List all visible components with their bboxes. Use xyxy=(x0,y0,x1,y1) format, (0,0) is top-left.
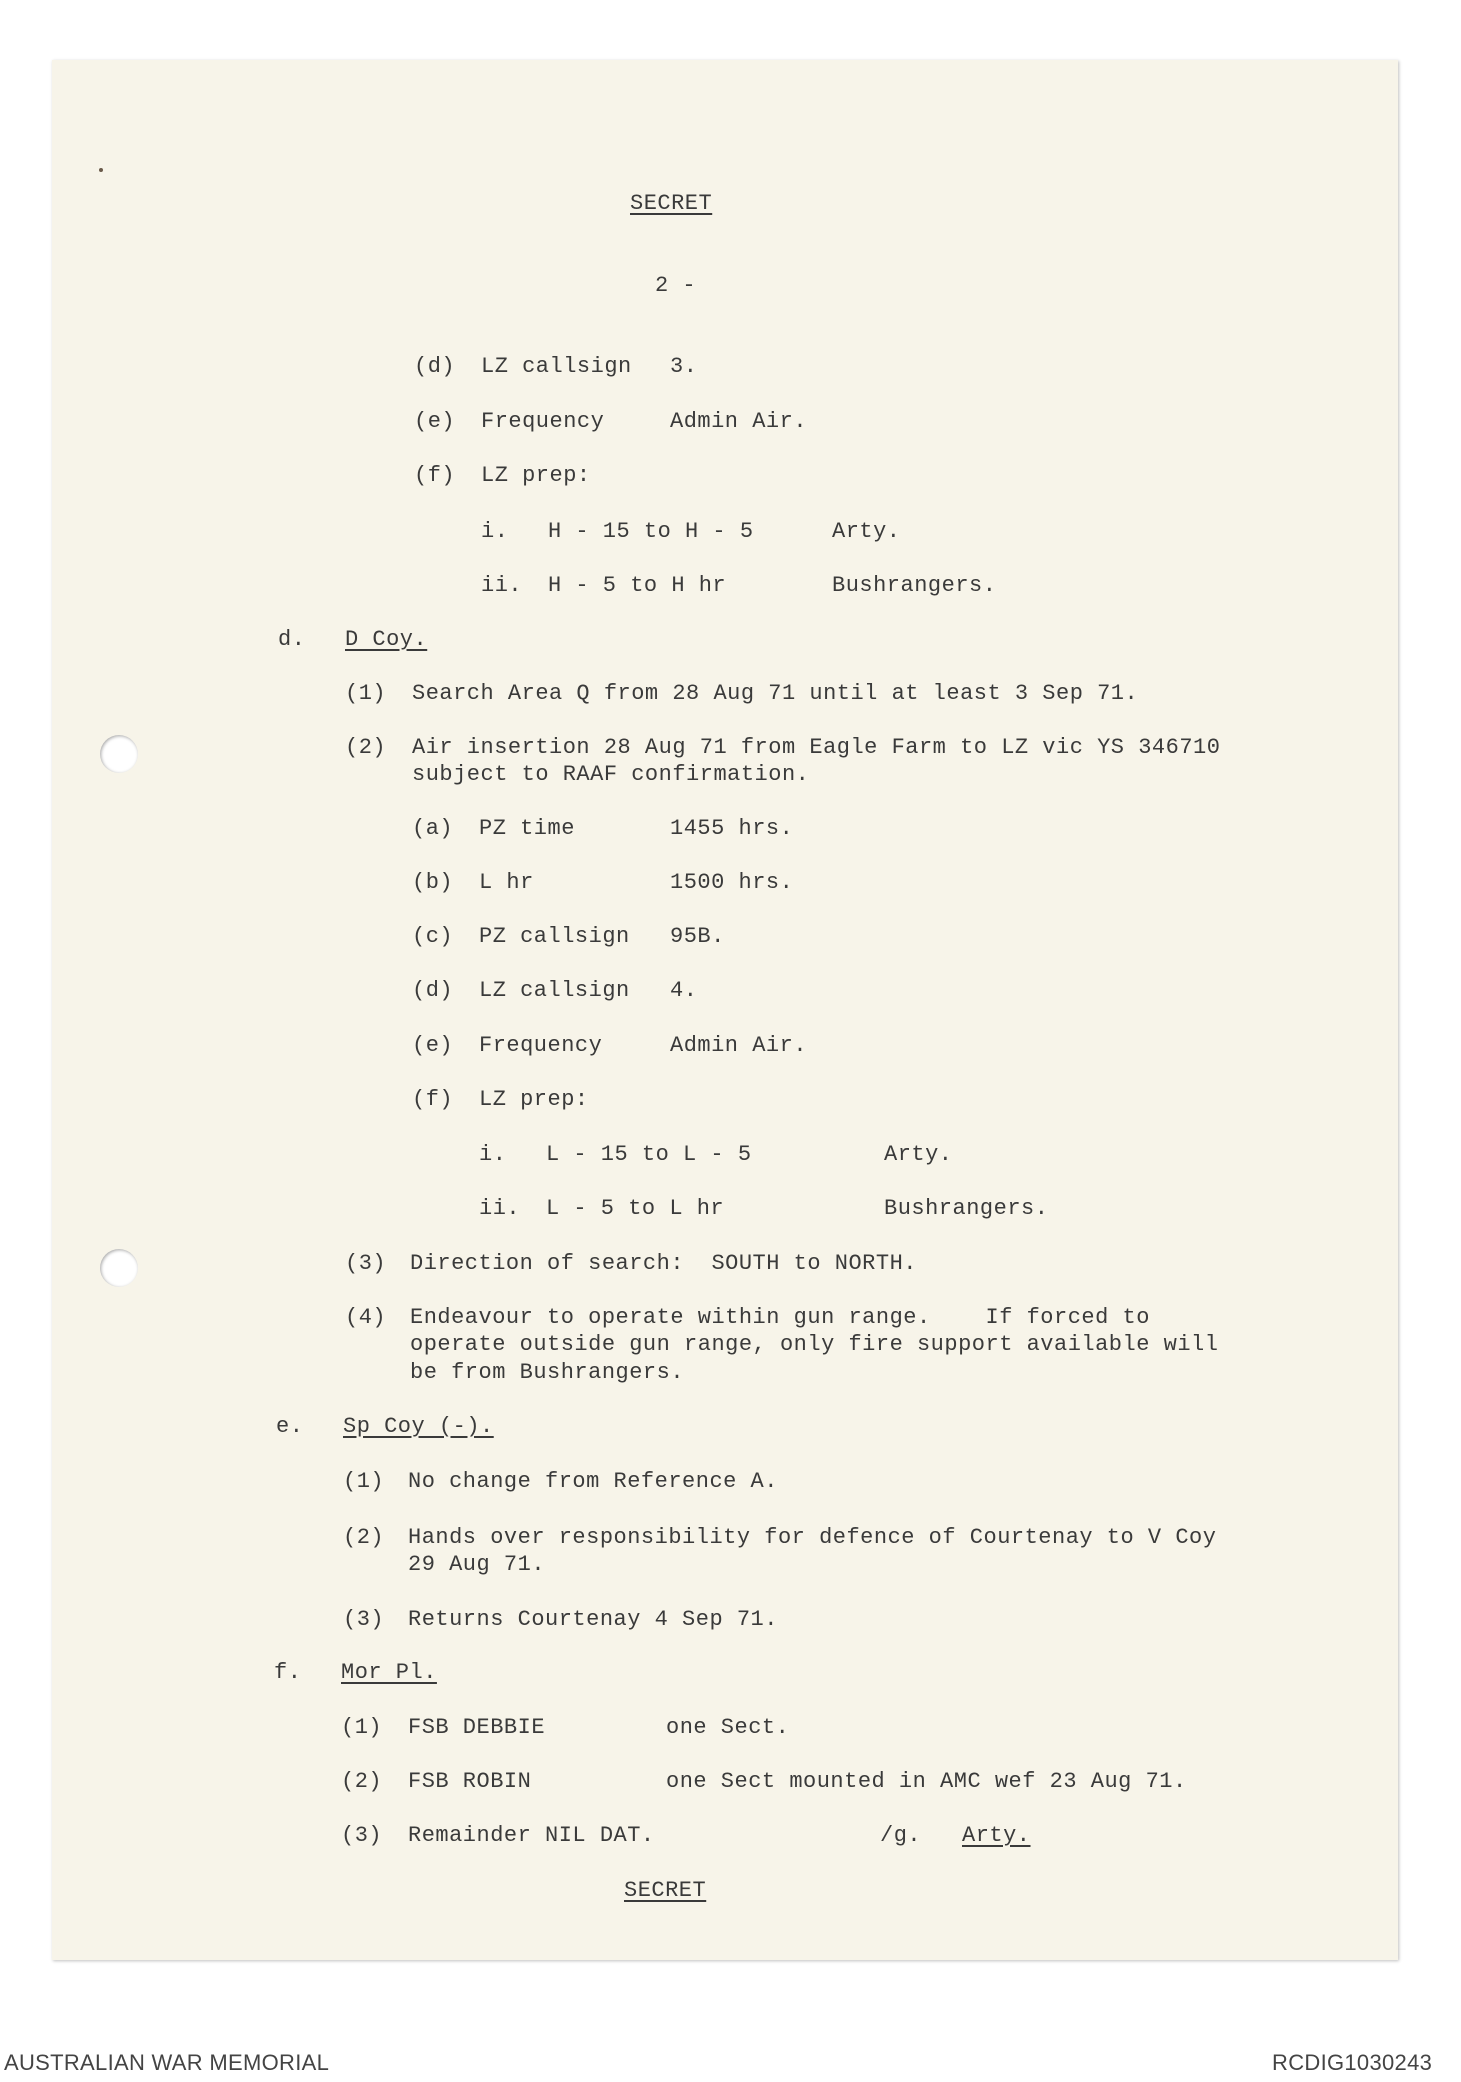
d-item-c-num: (c) xyxy=(412,924,454,949)
d-item-a-value: 1455 hrs. xyxy=(670,816,794,841)
d-p1-num: (1) xyxy=(345,681,387,706)
d-p3-num: (3) xyxy=(345,1251,387,1276)
d-p4-line3: be from Bushrangers. xyxy=(410,1360,685,1385)
d-prep-i-time: L - 15 to L - 5 xyxy=(546,1142,752,1167)
e-p3-text: Returns Courtenay 4 Sep 71. xyxy=(408,1607,778,1632)
d-item-d-label: LZ callsign xyxy=(479,978,630,1003)
f-p2-num: (2) xyxy=(341,1769,383,1794)
section-e-letter: e. xyxy=(276,1414,304,1439)
d-item-d-num: (d) xyxy=(412,978,454,1003)
d-p4-line2: operate outside gun range, only fire support available will xyxy=(410,1332,1219,1357)
section-d-title: D Coy. xyxy=(345,627,428,652)
c-item-f-num: (f) xyxy=(414,463,456,488)
d-item-c-label: PZ callsign xyxy=(479,924,630,949)
section-e-title: Sp Coy (-). xyxy=(343,1414,494,1439)
e-p2-line2: 29 Aug 71. xyxy=(408,1552,546,1577)
classification-header: SECRET xyxy=(630,191,713,216)
paper-speck xyxy=(99,168,103,172)
d-prep-ii-time: L - 5 to L hr xyxy=(546,1196,725,1221)
c-item-e-num: (e) xyxy=(414,409,456,434)
signature-name: Arty. xyxy=(962,1823,1031,1848)
d-p4-num: (4) xyxy=(345,1305,387,1330)
c-prep-i-time: H - 15 to H - 5 xyxy=(548,519,754,544)
d-prep-i-num: i. xyxy=(479,1142,507,1167)
archive-reference: RCDIG1030243 xyxy=(1272,2050,1433,2075)
d-item-b-value: 1500 hrs. xyxy=(670,870,794,895)
e-p2-num: (2) xyxy=(343,1525,385,1550)
f-p2-label: FSB ROBIN xyxy=(408,1769,532,1794)
c-prep-ii-by: Bushrangers. xyxy=(832,573,997,598)
e-p1-num: (1) xyxy=(343,1469,385,1494)
c-item-e-label: Frequency xyxy=(481,409,605,434)
d-p3-text: Direction of search: SOUTH to NORTH. xyxy=(410,1251,917,1276)
f-p1-num: (1) xyxy=(341,1715,383,1740)
d-item-f-label: LZ prep: xyxy=(479,1087,589,1112)
d-item-e-value: Admin Air. xyxy=(670,1033,808,1058)
d-item-e-label: Frequency xyxy=(479,1033,603,1058)
d-item-c-value: 95B. xyxy=(670,924,725,949)
section-f-letter: f. xyxy=(274,1660,302,1685)
section-d-letter: d. xyxy=(278,627,306,652)
section-f-title: Mor Pl. xyxy=(341,1660,437,1685)
c-item-d-value: 3. xyxy=(670,354,698,379)
punch-hole-top xyxy=(100,735,138,773)
d-item-a-num: (a) xyxy=(412,816,454,841)
c-prep-ii-num: ii. xyxy=(481,573,523,598)
d-item-b-num: (b) xyxy=(412,870,454,895)
d-prep-ii-by: Bushrangers. xyxy=(884,1196,1049,1221)
d-p4-line1: Endeavour to operate within gun range. If forced to xyxy=(410,1305,1150,1330)
c-prep-i-num: i. xyxy=(481,519,509,544)
c-item-d-label: LZ callsign xyxy=(481,354,632,379)
d-prep-ii-num: ii. xyxy=(479,1196,521,1221)
d-p1-text: Search Area Q from 28 Aug 71 until at least 3 Sep 71. xyxy=(412,681,1139,706)
d-prep-i-by: Arty. xyxy=(884,1142,953,1167)
d-p2-line2: subject to RAAF confirmation. xyxy=(412,762,810,787)
c-prep-ii-time: H - 5 to H hr xyxy=(548,573,727,598)
e-p3-num: (3) xyxy=(343,1607,385,1632)
f-p3-text: Remainder NIL DAT. xyxy=(408,1823,655,1848)
f-p2-value: one Sect mounted in AMC wef 23 Aug 71. xyxy=(666,1769,1187,1794)
classification-footer: SECRET xyxy=(624,1878,707,1903)
f-p3-num: (3) xyxy=(341,1823,383,1848)
c-prep-i-by: Arty. xyxy=(832,519,901,544)
signature-prefix: /g. xyxy=(880,1823,922,1848)
punch-hole-bottom xyxy=(100,1249,138,1287)
d-p2-line1: Air insertion 28 Aug 71 from Eagle Farm to LZ vic YS 346710 xyxy=(412,735,1221,760)
c-item-e-value: Admin Air. xyxy=(670,409,808,434)
f-p1-label: FSB DEBBIE xyxy=(408,1715,546,1740)
c-item-f-label: LZ prep: xyxy=(481,463,591,488)
c-item-d-num: (d) xyxy=(414,354,456,379)
archive-credit: AUSTRALIAN WAR MEMORIAL xyxy=(4,2050,330,2075)
f-p1-value: one Sect. xyxy=(666,1715,790,1740)
page-number: 2 - xyxy=(655,273,697,298)
d-p2-num: (2) xyxy=(345,735,387,760)
e-p1-text: No change from Reference A. xyxy=(408,1469,778,1494)
d-item-a-label: PZ time xyxy=(479,816,575,841)
d-item-f-num: (f) xyxy=(412,1087,454,1112)
d-item-d-value: 4. xyxy=(670,978,698,1003)
d-item-e-num: (e) xyxy=(412,1033,454,1058)
e-p2-line1: Hands over responsibility for defence of Courtenay to V Coy xyxy=(408,1525,1217,1550)
document-page xyxy=(52,60,1398,1960)
d-item-b-label: L hr xyxy=(479,870,534,895)
